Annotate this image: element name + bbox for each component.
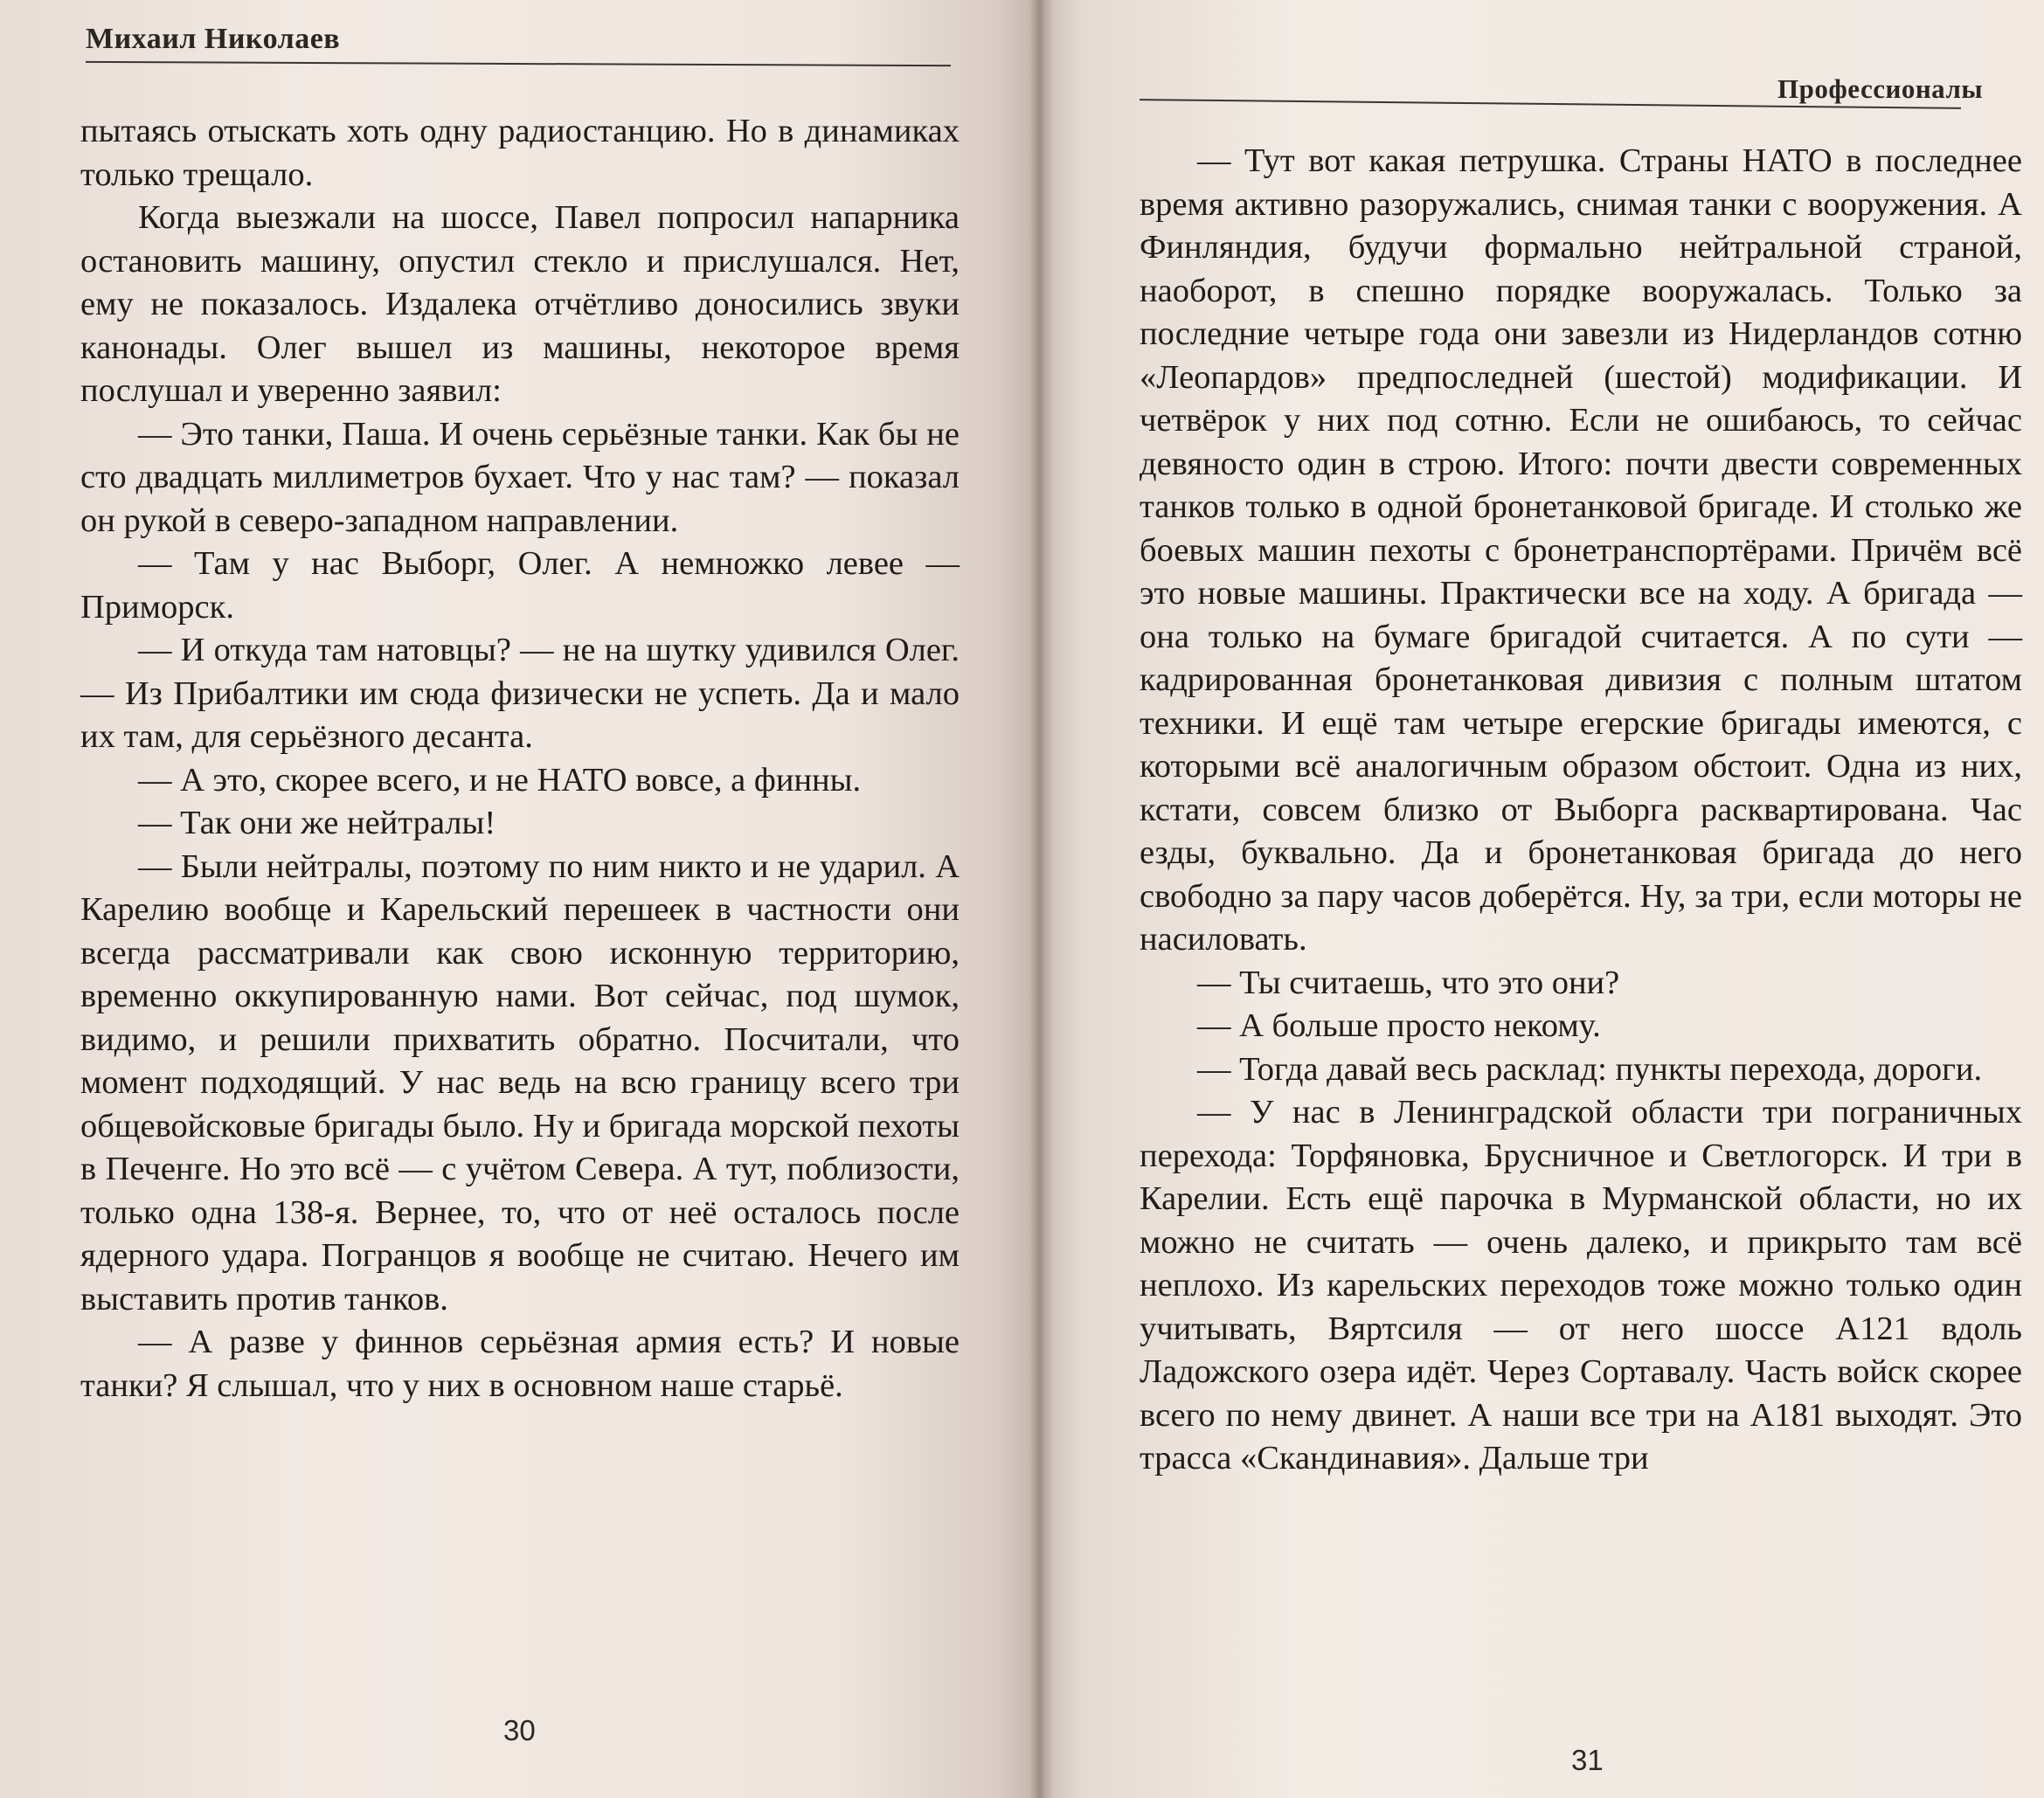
paragraph: — Это танки, Паша. И очень серьёзные танки. Как бы не сто двадцать миллиметров бухает. Что у нас там? — показал он рукой в северо-западном направлении. <box>80 415 960 539</box>
paragraph: — Там у нас Выборг, Олег. А немножко левее — Приморск. <box>80 545 960 626</box>
paragraph: Когда выезжали на шоссе, Павел попросил напарника остановить машину, опустил стекло и прислушался. Нет, ему не показалось. Издалека отчётливо доносились звуки канонады. Олег вышел из машины, некоторое время послушал и уверенно заявил: <box>80 199 960 409</box>
running-head-author: Михаил Николаев <box>86 23 341 55</box>
paragraph: — Так они же нейтралы! <box>138 805 496 841</box>
paragraph: — Тогда давай весь расклад: пункты перехода, дороги. <box>1197 1050 1983 1088</box>
paragraph: — И откуда там натовцы? — не на шутку удивился Олег. — Из Прибалтики им сюда физически не успеть. Да и мало их там, для серьёзного десанта. <box>80 632 960 755</box>
paragraph: — А это, скорее всего, и не НАТО вовсе, а финны. <box>138 761 862 799</box>
paragraph: — А больше просто некому. <box>1197 1007 1601 1044</box>
left-page-text <box>80 110 960 1407</box>
page-number-left: 30 <box>503 1714 536 1746</box>
right-page <box>1040 0 2044 1798</box>
paragraph: — Тут вот какая петрушка. Страны НАТО в последнее время активно разоружались, снимая танки с вооружения. А Финляндия, будучи формально нейтральной страной, наоборот, в спешно порядке вооружалась. Только за последние четыре года они завезли из Нидерландов сотню «Леопардов» предпоследней (шестой) модификации. И четвёрок у них под сотню. Если не ошибаюсь, то сейчас девяносто один в строю. Итого: почти двести современных танков только в одной бронетанковой бригаде. И столько же боевых машин пехоты с бронетранспортёрами. Причём всё это новые машины. Практически все на ходу. А бригада — она только на бумаге бригадой считается. А по сути — кадрированная бронетанковая дивизия с полным штатом техники. И ещё там четыре егерские бригады имеются, с которыми всё аналогичным образом обстоит. Одна из них, кстати, совсем близко от Выборга расквартирована. Час езды, буквально. Да и бронетанковая бригада до него свободно за пару часов доберётся. Ну, за три, если моторы не насиловать. <box>1140 142 2022 958</box>
book-gutter <box>1029 0 1054 1798</box>
paragraph: пытаясь отыскать хоть одну радиостанцию. Но в динамиках только трещало. <box>80 113 960 193</box>
paragraph: — У нас в Ленинградской области три пограничных перехода: Торфяновка, Брусничное и Светлогорск. И три в Карелии. Есть ещё парочка в Мурманской области, но их можно не считать — очень далеко, и прикрыто там всё неплохо. Из карельских переходов тоже можно только один учитывать, Вяртсиля — от него шоссе А121 вдоль Ладожского озера идёт. Через Сортавалу. Часть войск скорее всего по нему двинет. А наши все три на А181 выходят. Это трасса «Скандинавия». Дальше три <box>1140 1094 2022 1476</box>
paragraph: — Ты считаешь, что это они? <box>1197 964 1620 1001</box>
page-number-right: 31 <box>1571 1744 1604 1776</box>
header-rule-left <box>86 61 951 66</box>
paragraph: — Были нейтралы, поэтому по ним никто и не ударил. А Карелию вообще и Карельский перешеек в частности они всегда рассматривали как свою исконную территорию, временно оккупированную нами. Вот сейчас, под шумок, видимо, и решили прихватить обратно. Посчитали, что момент подходящий. У нас ведь на всю границу всего три общевойсковые бригады было. Ну и бригада морской пехоты в Печенге. Но это всё — с учётом Севера. А тут, поблизости, только одна 138-я. Вернее, то, что от неё осталось после ядерного удара. Погранцов я вообще не считаю. Нечего им выставить против танков. <box>80 847 960 1317</box>
running-head-title: Профессионалы <box>1777 73 1984 104</box>
right-page-text <box>1140 140 2022 1481</box>
paragraph: — А разве у финнов серьёзная армия есть? И новые танки? Я слышал, что у них в основном наше старьё. <box>80 1324 960 1404</box>
